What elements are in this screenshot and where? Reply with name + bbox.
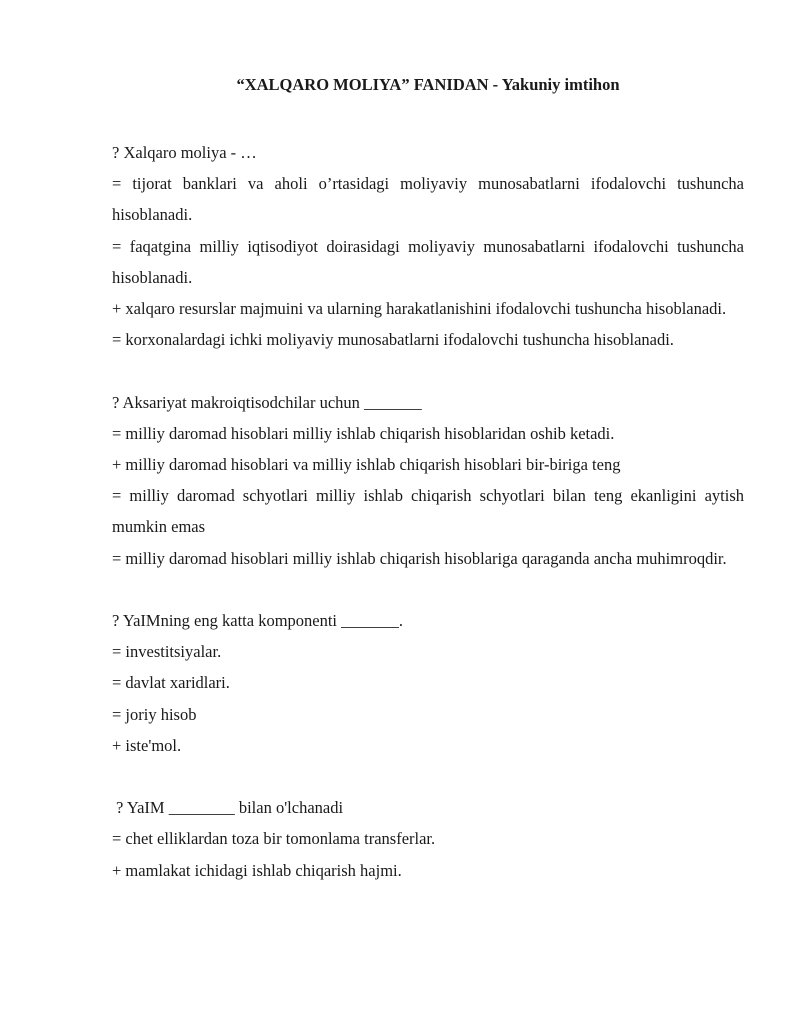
answer-option: = investitsiyalar.: [112, 642, 222, 662]
answer-option: = korxonalardagi ichki moliyaviy munosabatlarni ifodalovchi tushuncha hisoblanadi.: [112, 330, 674, 350]
answer-option-correct: + iste'mol.: [112, 735, 182, 755]
question-text: ? Aksariyat makroiqtisodchilar uchun _______: [112, 392, 422, 412]
answer-option: = davlat xaridlari.: [112, 673, 230, 693]
question-list: [112, 137, 744, 886]
answer-option-correct: + mamlakat ichidagi ishlab chiqarish hajmi.: [112, 860, 402, 880]
document-title: “XALQARO MOLIYA” FANIDAN - Yakuniy imtihon: [236, 75, 620, 94]
answer-option: = joriy hisob: [112, 704, 197, 724]
spacer: [112, 355, 744, 386]
answer-option: = milliy daromad schyotlari milliy ishlab chiqarish schyotlari bilan teng ekanligini aytish mumkin emas: [112, 486, 744, 537]
answer-option-correct: + xalqaro resurslar majmuini va ularning harakatlanishini ifodalovchi tushuncha hisoblanadi.: [112, 299, 727, 319]
spacer: [112, 761, 744, 792]
answer-option: = faqatgina milliy iqtisodiyot doirasidagi moliyaviy munosabatlarni ifodalovchi tushuncha hisoblanadi.: [112, 236, 744, 287]
answer-option-correct: + milliy daromad hisoblari va milliy ishlab chiqarish hisoblari bir-biriga teng: [112, 455, 621, 475]
question-text: ? YaIM ________ bilan o'lchanadi: [116, 798, 344, 818]
answer-option: = chet elliklardan toza bir tomonlama transferlar.: [112, 829, 436, 849]
question-text: ? YaIMning eng katta komponenti _______.: [112, 611, 404, 631]
answer-option: = milliy daromad hisoblari milliy ishlab chiqarish hisoblaridan oshib ketadi.: [112, 423, 615, 443]
spacer: [112, 574, 744, 605]
answer-option: = milliy daromad hisoblari milliy ishlab chiqarish hisoblariga qaraganda ancha muhimroqdir.: [112, 548, 727, 568]
question-text: ? Xalqaro moliya - …: [112, 143, 257, 162]
answer-option: = tijorat banklari va aholi o’rtasidagi moliyaviy munosabatlarni ifodalovchi tushuncha hisoblanadi.: [112, 174, 744, 225]
